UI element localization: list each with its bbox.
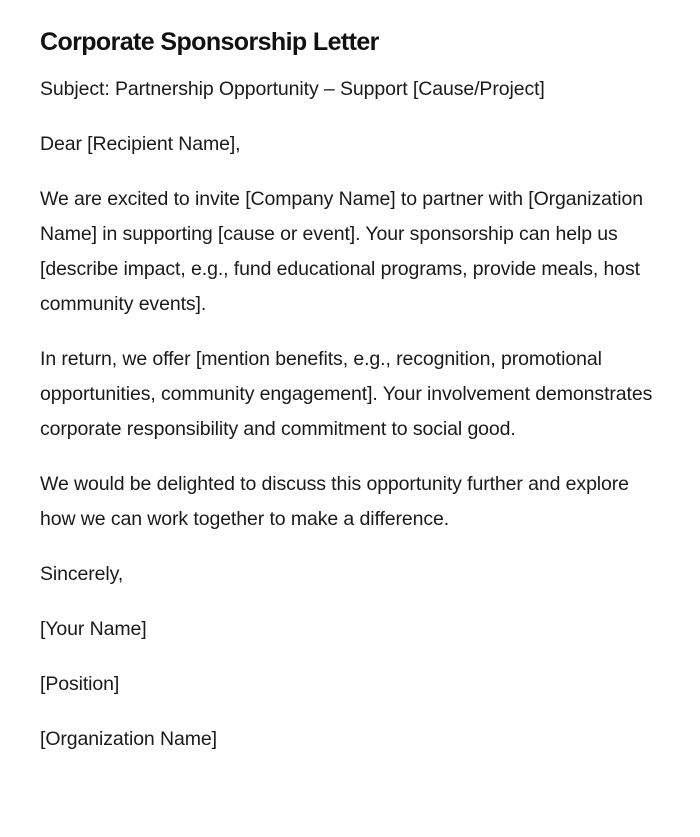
salutation: Dear [Recipient Name], bbox=[40, 133, 241, 155]
body-paragraph-closing: We would be delighted to discuss this opportunity further and explore how we can work together to make a difference. bbox=[40, 473, 629, 530]
letter-document bbox=[40, 26, 660, 777]
body-paragraph-invitation: We are excited to invite [Company Name] to partner with [Organization Name] in supporting [cause or event]. Your sponsorship can help us [describe impact, e.g., fund educational programs, provide meals, host community events]. bbox=[40, 188, 643, 315]
closing: Sincerely, bbox=[40, 563, 124, 585]
document-title: Corporate Sponsorship Letter bbox=[40, 28, 379, 56]
signature-position: [Position] bbox=[40, 673, 120, 695]
signature-name: [Your Name] bbox=[40, 618, 147, 640]
body-paragraph-benefits: In return, we offer [mention benefits, e.g., recognition, promotional opportunities, community engagement]. Your involvement demonstrates corporate responsibility and commitment to social good. bbox=[40, 348, 653, 440]
subject-line: Subject: Partnership Opportunity – Support [Cause/Project] bbox=[40, 78, 545, 100]
signature-organization: [Organization Name] bbox=[40, 728, 217, 750]
